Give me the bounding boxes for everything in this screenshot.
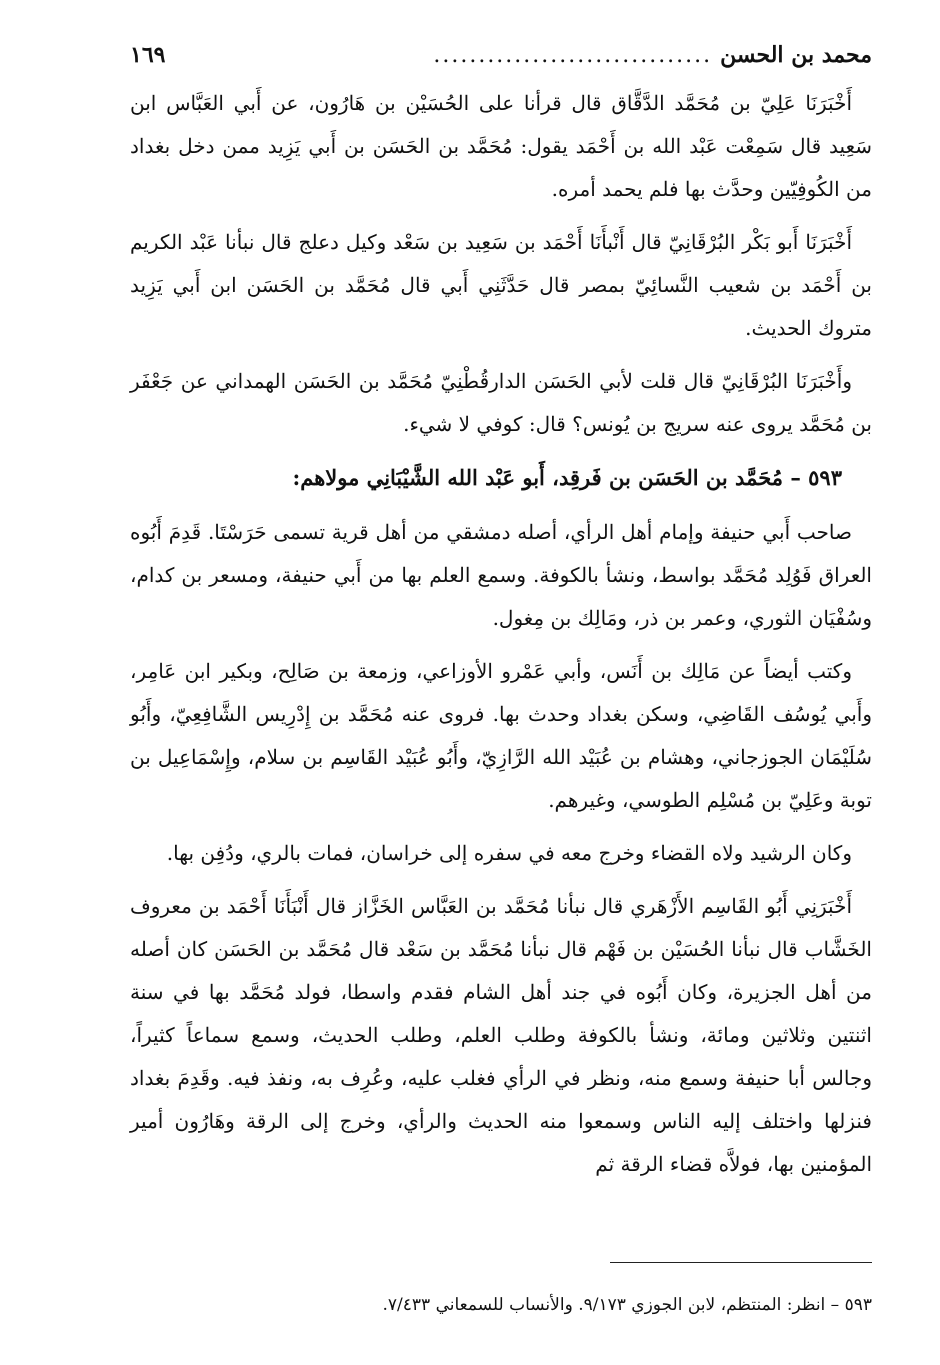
footnote: ٥٩٣ – انظر: المنتظم، لابن الجوزي ٩/١٧٣. والأنساب للسمعاني ٧/٤٣٣.	[382, 1295, 872, 1315]
entry-heading: ٥٩٣ – مُحَمَّد بن الحَسَن بن فَرقِد، أَبو عَبْد الله الشَّيْبَانِي مولاهم:	[292, 465, 842, 490]
page-header	[130, 42, 872, 78]
entry-paragraph: وكان الرشيد ولاه القضاء وخرج معه في سفره إلى خراسان، فمات بالري، ودُفِن بها.	[166, 841, 852, 865]
footnote-divider	[610, 1262, 872, 1263]
paragraph: أَخْبَرَنَا عَلِيّ بن مُحَمَّد الدَّقَّاق قال قرأنا على الحُسَيْن بن هَارُون، عن أَبي العَبَّاس ابن سَعِيد قال سَمِعْت عَبْد الله بن أَحْمَد يقول: مُحَمَّد بن الحَسَن بن أَبي يَزِيد ممن دخل بغداد من الكُوفِيّين وحدَّث بها فلم يحمد أمره.	[130, 91, 872, 201]
entry-paragraph: أَخْبَرَنِي أَبُو القَاسِم الأَزْهَري قال نبأنا مُحَمَّد بن العَبَّاس الخَزَّاز قال أَنْبَأَنَا أَحْمَد بن معروف الخَشَّاب قال نبأنا الحُسَيْن بن فَهْم قال نبأنا مُحَمَّد بن سَعْد قال مُحَمَّد بن الحَسَن كان أصله من أهل الجزيرة، وكان أَبُوه في جند أهل الشام فقدم واسطا، فولد مُحَمَّد بها في سنة اثنتين وثلاثين ومائة، ونشأ بالكوفة وطلب العلم، وطلب الحديث، وسمع سماعاً كثيراً، وجالس أبا حنيفة وسمع منه، ونظر في الرأي فغلب عليه، وعُرِف به، ونفذ فيه. وقَدِمَ بغداد فنزلها واختلف إليه الناس وسمعوا منه الحديث والرأي، وخرج إلى الرقة وهَارُون أمير المؤمنين بها، فولاَّه قضاء الرقة ثم	[130, 894, 873, 1176]
header-leader-dots: ...............................	[433, 43, 713, 68]
paragraph: أَخْبَرَنَا أَبو بَكْر البُرْقَانِيّ قال أَنْبأَنَا أَحْمَد بن سَعِيد بن سَعْد وكيل دعلج قال نبأنا عَبْد الكريم بن أَحْمَد بن شعيب النَّسائِيّ بمصر قال حَدَّثَنِي أَبي قال مُحَمَّد بن الحَسَن ابن أَبي يَزِيد متروك الحديث.	[130, 230, 872, 340]
page-number: ١٦٩	[130, 42, 166, 68]
running-title: محمد بن الحسن	[720, 42, 872, 68]
paragraph: وأَخْبَرَنَا البُرْقَانِيّ قال قلت لأبي الحَسَن الدارقُطْنِيّ مُحَمَّد بن الحَسَن الهمداني عن جَعْفَر بن مُحَمَّد يروى عنه سريج بن يُونس؟ قال: كوفي لا شيء.	[130, 369, 872, 436]
entry-paragraph: وكتب أيضاً عن مَالِك بن أَنَس، وأبي عَمْرو الأوزاعي، وزمعة بن صَالِح، وبكير ابن عَامِر، وأَبي يُوسُف القَاضِي، وسكن بغداد وحدث بها. فروى عنه مُحَمَّد بن إِدْرِيس الشَّافِعِيّ، وأَبُو سُلَيْمَان الجوزجاني، وهشام بن عُبَيْد الله الرَّازِيّ، وأَبُو عُبَيْد القَاسِم بن سلام، وإِسْمَاعِيل بن توبة وعَلِيّ بن مُسْلِم الطوسي، وغيرهم.	[130, 659, 872, 812]
body-text	[130, 82, 872, 1186]
entry-paragraph: صاحب أَبي حنيفة وإمام أهل الرأي، أصله دمشقي من أهل قرية تسمى حَرَسْتَا. قَدِمَ أَبُوه العراق فَوُلِد مُحَمَّد بواسط، ونشأ بالكوفة. وسمع العلم بها من أَبي حنيفة، ومسعر بن كدام، وسُفْيَان الثوري، وعمر بن ذر، ومَالِك بن مِغول.	[130, 520, 872, 630]
